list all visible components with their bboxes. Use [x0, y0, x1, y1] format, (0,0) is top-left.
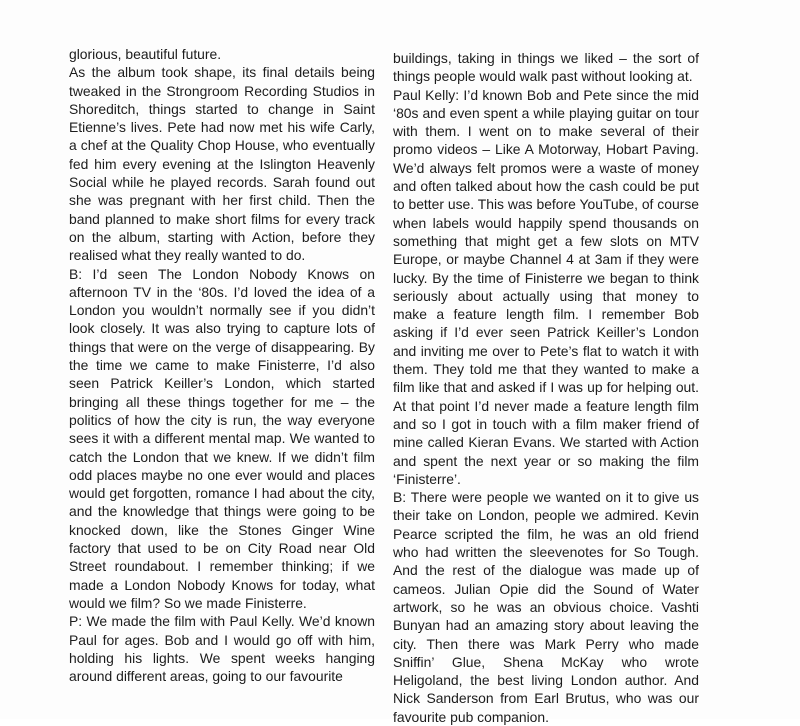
paragraph-pete-paul-kelly: P: We made the film with Paul Kelly. We’d known Paul for ages. Bob and I would go off with him, holding his lights. We spent weeks hanging around different areas, going to our favourite	[69, 613, 375, 685]
paragraph-fragment-continued: buildings, taking in things we liked – the sort of things people would walk past without looking at.	[393, 50, 699, 85]
paragraph-bob-london-nobody-knows: B: I’d seen The London Nobody Knows on afternoon TV in the ‘80s. I’d loved the idea of a London you wouldn’t normally see if you didn’t look closely. It was also trying to capture lots of things that were on the verge of disappearing. By the time we came to make Finisterre, I’d also seen Patrick Keiller’s London, which started bringing all these things together for me – the politics of how the city is run, the way everyone sees it with a different mental map. We wanted to catch the London that we knew. If we didn’t film odd places maybe no one ever would and places would get forgotten, romance I had about the city, and the knowledge that things were going to be knocked down, like the Stones Ginger Wine factory that used to be on City Road near Old Street roundabout. I remember thinking; if we made a London Nobody Knows for today, what would we film? So we made Finisterre.	[69, 265, 375, 611]
right-text-column	[393, 49, 699, 726]
paragraph-fragment-opening: glorious, beautiful future.	[69, 46, 222, 62]
left-text-column	[69, 45, 375, 685]
paragraph-bob-cameos: B: There were people we wanted on it to give us their take on London, people we admired. Kevin Pearce scripted the film, he was an old friend who had written the sleevenotes for So Tough. And the rest of the dialogue was made up of cameos. Julian Opie did the Sound of Water artwork, so he was an obvious choice. Vashti Bunyan had an amazing story about leaving the city. Then there was Mark Perry who made Sniffin’ Glue, Shena McKay who wrote Heligoland, the best living London author. And Nick Sanderson from Earl Brutus, who was our favourite pub companion.	[393, 489, 699, 725]
paragraph-paul-kelly-quote: Paul Kelly: I’d known Bob and Pete since the mid ‘80s and even spent a while playing guitar on tour with them. I went on to make several of their promo videos – Like A Motorway, Hobart Paving. We’d always felt promos were a waste of money and often talked about how the cash could be put to better use. This was before YouTube, of course when labels would happily spend thousands on something that might get a few slots on MTV Europe, or maybe Channel 4 at 3am if they were lucky. By the time of Finisterre we began to think seriously about actually using that money to make a feature length film. I remember Bob asking if I’d ever seen Patrick Keiller’s London and inviting me over to Pete’s flat to watch it with them. They told me that they wanted to make a film like that and asked if I was up for helping out. At that point I’d never made a feature length film and so I got in touch with a film maker friend of mine called Kieran Evans. We started with Action and spent the next year or so making the film ‘Finisterre’.	[393, 86, 699, 487]
paragraph-album-recording: As the album took shape, its final details being tweaked in the Strongroom Recording Studios in Shoreditch, things started to change in Saint Etienne’s lives. Pete had now met his wife Carly, a chef at the Quality Chop House, who eventually fed him every evening at the Islington Heavenly Social while he played records. Sarah found out she was pregnant with her first child. Then the band planned to make short films for every track on the album, starting with Action, before they realised what they really wanted to do.	[69, 64, 375, 264]
